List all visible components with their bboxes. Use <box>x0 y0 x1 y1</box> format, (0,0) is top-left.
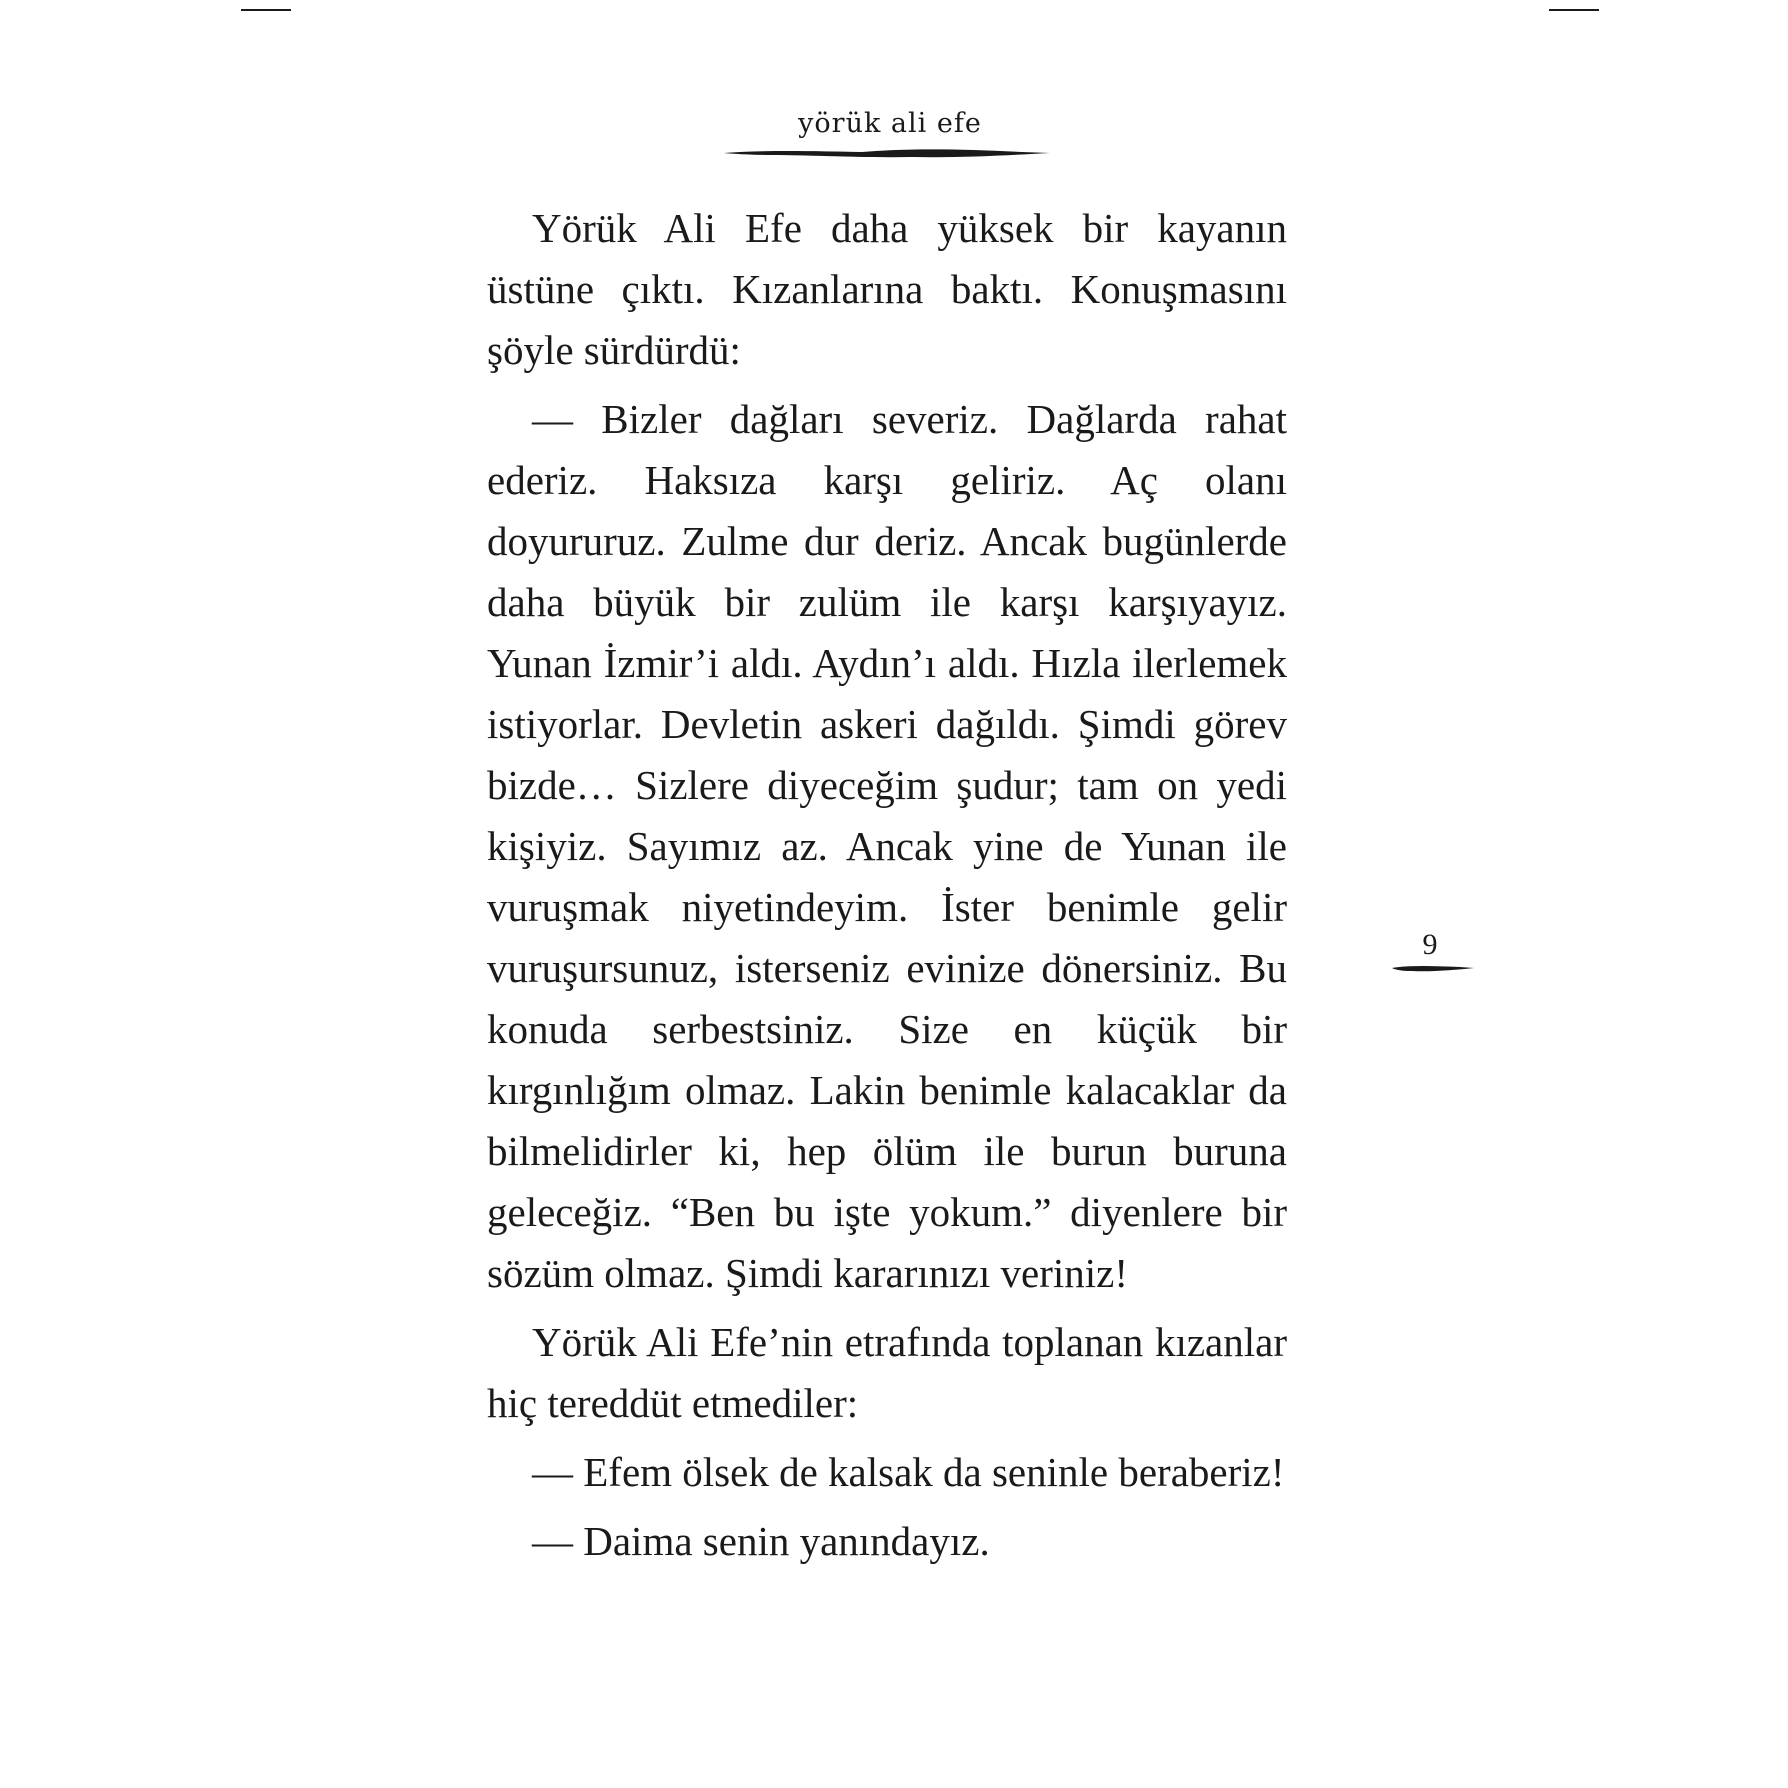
running-head: yörük ali efe <box>798 108 982 139</box>
paragraph-4: — Efem ölsek de kalsak da seninle beraberiz! <box>532 1449 1285 1495</box>
running-head-brush-stroke <box>722 146 1052 160</box>
paragraph-5: — Daima senin yanındayız. <box>532 1518 990 1564</box>
paragraph-2: — Bizler dağları severiz. Dağlarda rahat ederiz. Haksıza karşı geliriz. Aç olanı doyururuz. Zulme dur deriz. Ancak bugünlerde daha büyük bir zulüm ile karşı karşıyayız. Yunan İzmir’i aldı. Aydın’ı aldı. Hızla ilerlemek istiyorlar. Devletin askeri dağıldı. Şimdi görev bizde… Sizlere diyeceğim şudur; tam on yedi kişiyiz. Sayımız az. Ancak yine de Yunan ile vuruşmak niyetindeyim. İster benimle gelir vuruşursunuz, isterseniz evinize dönersiniz. Bu konuda serbestsiniz. Size en küçük bir kırgınlığım olmaz. Lakin benimle kalacaklar da bilmelidirler ki, hep ölüm ile burun buruna geleceğiz. “Ben bu işte yokum.” diyenlere bir sözüm olmaz. Şimdi kararınızı veriniz! <box>487 396 1287 1296</box>
crop-mark-right <box>1549 9 1599 11</box>
page-number: 9 <box>1422 928 1438 961</box>
body-text <box>487 198 1287 1580</box>
crop-mark-left <box>241 9 291 11</box>
paragraph-3: Yörük Ali Efe’nin etrafında toplanan kızanlar hiç tereddüt etmediler: <box>487 1319 1287 1426</box>
paragraph-1: Yörük Ali Efe daha yüksek bir kayanın üstüne çıktı. Kızanlarına baktı. Konuşmasını şöyle sürdürdü: <box>487 205 1287 373</box>
page-number-brush-stroke <box>1390 962 1476 974</box>
